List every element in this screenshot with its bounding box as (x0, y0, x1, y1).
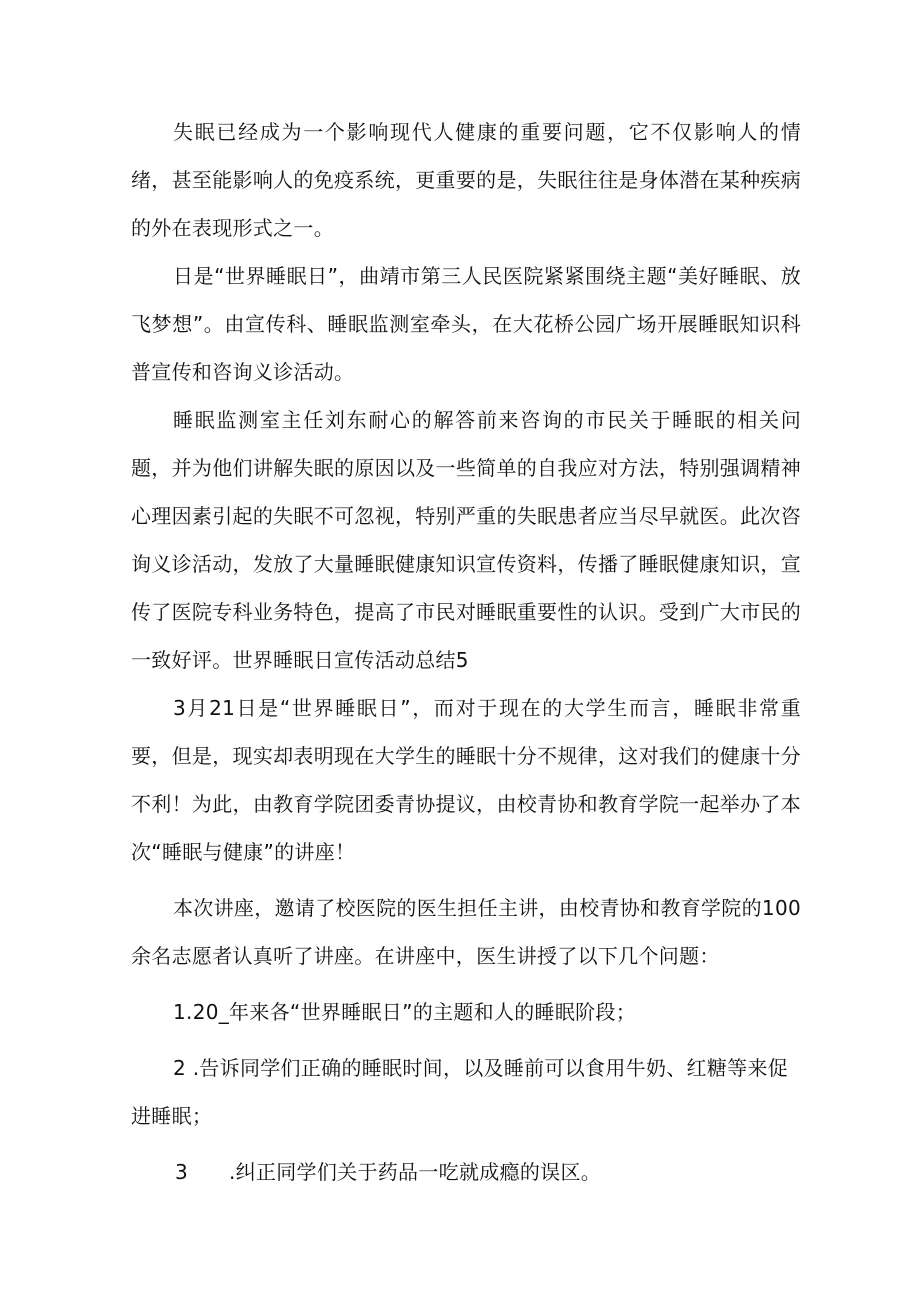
paragraph-lecture: 本次讲座，邀请了校医院的医生担任主讲，由校青协和教育学院的100余名志愿者认真听了讲座。在讲座中，医生讲授了以下几个问题： (131, 896, 801, 968)
paragraph-sleep-day-event: 日是“世界睡眠日”，曲靖市第三人民医院紧紧围绕主题“美好睡眠、放飞梦想”。由宣传科、睡眠监测室牵头，在大花桥公园广场开展睡眠知识科普宣传和咨询义诊活动。 (131, 264, 801, 384)
paragraph-monitoring-room: 睡眠监测室主任刘东耐心的解答前来咨询的市民关于睡眠的相关问题，并为他们讲解失眠的原因以及一些简单的自我应对方法，特别强调精神心理因素引起的失眠不可忽视，特别严重的失眠患者应当尽早就医。此次咨询义诊活动，发放了大量睡眠健康知识宣传资料，传播了睡眠健康知识，宣传了医院专科业务特色，提高了市民对睡眠重要性的认识。受到广大市民的一致好评。世界睡眠日宣传活动总结5 (131, 408, 801, 672)
list-item (131, 1148, 801, 1196)
list-item-number: 3 (175, 1160, 189, 1184)
list-item-text: .告诉同学们正确的睡眠时间，以及睡前可以食用牛奶、红糖等来促进睡眠； (131, 1056, 789, 1128)
paragraph-march-21: 3月21日是“世界睡眠日”，而对于现在的大学生而言，睡眠非常重要，但是，现实却表明现在大学生的睡眠十分不规律，这对我们的健康十分不利！为此，由教育学院团委青协提议，由校青协和教育学院一起举办了本次“睡眠与健康”的讲座！ (131, 696, 801, 864)
paragraph-insomnia-intro: 失眠已经成为一个影响现代人健康的重要问题，它不仅影响人的情绪，甚至能影响人的免疫系统，更重要的是，失眠往往是身体潜在某种疾病的外在表现形式之一。 (131, 120, 801, 240)
document-body (131, 108, 801, 1196)
list-item-text: .纠正同学们关于药品一吃就成瘾的误区。 (229, 1160, 602, 1184)
list-item-text: 20_年来各“世界睡眠日”的主题和人的睡眠阶段； (192, 1000, 637, 1024)
list-item-number: 2 (173, 1056, 187, 1080)
list-item (131, 1044, 801, 1140)
list-item (131, 988, 801, 1036)
list-item-number: 1. (173, 1000, 193, 1024)
